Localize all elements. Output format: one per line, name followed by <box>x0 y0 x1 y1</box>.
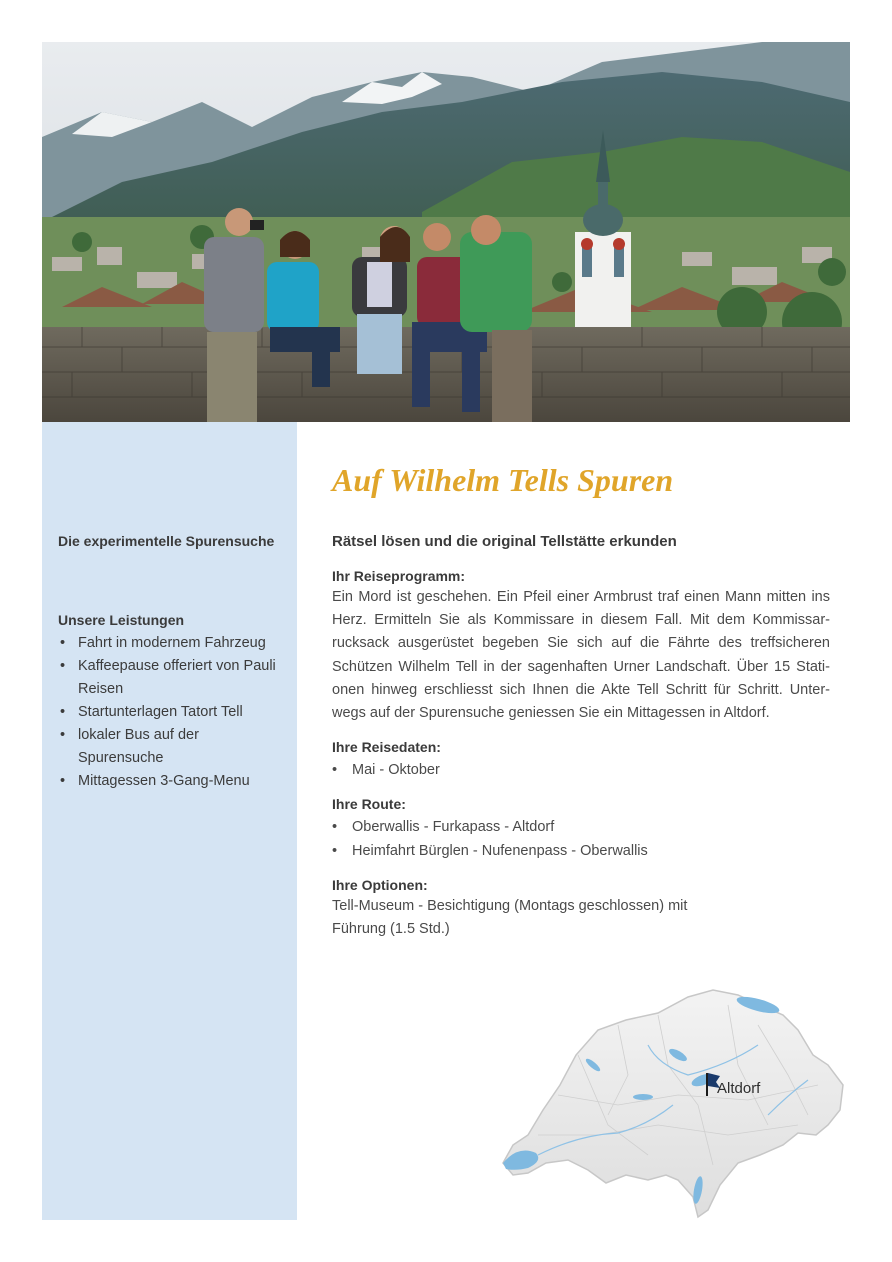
program-text: Ein Mord ist geschehen. Ein Pfeil einer Armbrust traf einen Mann mitten ins Herz. Ermitteln Sie als Kommissare in diesem Fall. Mit dem Kommissar-rucksack ausgerüstet begeben Sie sich auf die Fährte des treffsicheren Schützen Wilhelm Tell in der sagenhaften Urner Landschaft. Über 15 Stati-onen hinweg erschliesst sich Ihnen die Akte Tell Schritt für Schritt. Unter-wegs auf der Spurensuche geniessen Sie ein Mittagessen in Altdorf. <box>332 589 830 722</box>
route-heading: Ihre Route: <box>332 796 406 813</box>
route-list <box>332 816 830 862</box>
main-content <box>332 460 830 941</box>
sidebar <box>42 422 297 1220</box>
list-item: • Mittagessen 3-Gang-Menu <box>58 770 288 793</box>
list-item: • Heimfahrt Bürglen - Nufenenpass - Oberwallis <box>332 840 830 863</box>
options-heading: Ihre Optionen: <box>332 876 428 893</box>
dates-list <box>332 759 830 782</box>
hero-photo <box>42 42 850 422</box>
services-heading: Unsere Leistungen <box>58 612 185 628</box>
list-item: • Fahrt in modernem Fahrzeug <box>58 632 288 655</box>
list-item: • Kaffeepause offeriert von Pauli Reisen <box>58 655 288 701</box>
switzerland-map <box>498 985 850 1225</box>
sidebar-title: Die experimentelle Spurensuche <box>58 533 275 549</box>
map-label-altdorf: Altdorf <box>717 1080 761 1097</box>
list-item: • Startunterlagen Tatort Tell <box>58 701 288 724</box>
options-text: Tell-Museum - Besichtigung (Montags geschlossen) mit Führung (1.5 Std.) <box>332 897 688 938</box>
dates-heading: Ihre Reisedaten: <box>332 739 441 756</box>
page-title: Auf Wilhelm Tells Spuren <box>332 462 674 498</box>
list-item: • Mai - Oktober <box>332 759 830 782</box>
services-list <box>58 632 288 793</box>
list-item: • Oberwallis - Furkapass - Altdorf <box>332 816 830 839</box>
page-subtitle: Rätsel lösen und die original Tellstätte erkunden <box>332 533 677 550</box>
list-item: • lokaler Bus auf der Spurensuche <box>58 724 288 770</box>
program-heading: Ihr Reiseprogramm: <box>332 568 466 584</box>
